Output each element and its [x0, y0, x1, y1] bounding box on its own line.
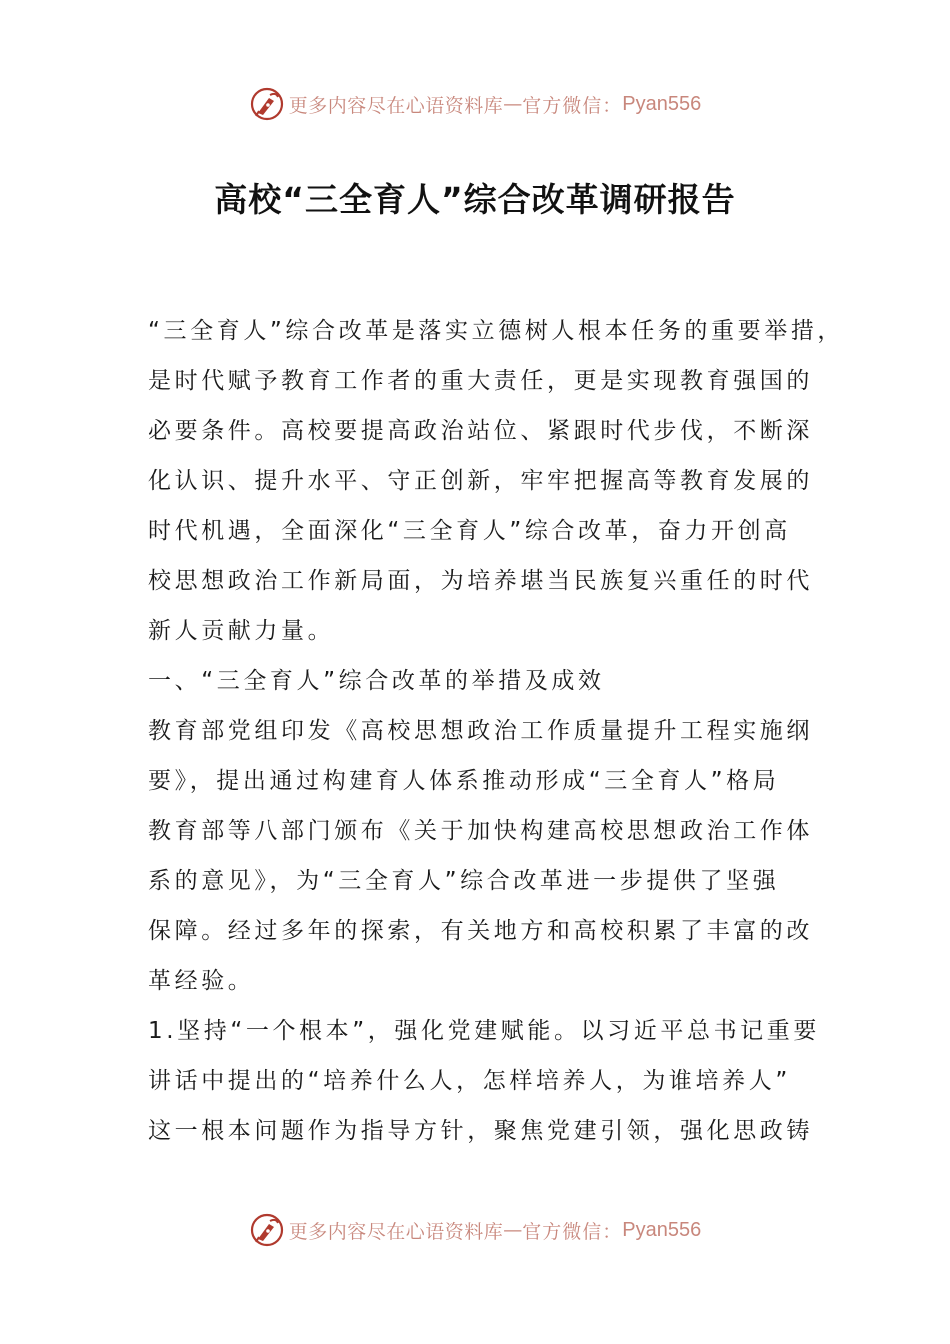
- pen-nib-logo-icon: [249, 86, 285, 122]
- header-banner: [0, 84, 950, 124]
- paragraph-line: 这一根本问题作为指导方针，聚焦党建引领，强化思政铸: [148, 1118, 813, 1144]
- paragraph-line: 讲话中提出的“培养什么人，怎样培养人，为谁培养人”: [148, 1068, 791, 1094]
- paragraph-line: 时代机遇，全面深化“三全育人”综合改革，奋力开创高: [148, 518, 791, 544]
- banner-wechat-id: Pyan556: [622, 1218, 702, 1241]
- banner-text: 更多内容尽在心语资料库: [288, 1220, 504, 1243]
- banner-text: 更多内容尽在心语资料库: [288, 94, 504, 117]
- paragraph-line: 保障。经过多年的探索，有关地方和高校积累了丰富的改: [148, 918, 813, 944]
- pen-nib-logo-icon: [249, 1212, 285, 1248]
- section-heading: 一、“三全育人”综合改革的举措及成效: [148, 668, 605, 694]
- paragraph-line: 教育部党组印发《高校思想政治工作质量提升工程实施纲: [148, 718, 813, 744]
- banner-dash: —: [503, 1219, 523, 1241]
- paragraph-line: 系的意见》，为“三全育人”综合改革进一步提供了坚强: [148, 868, 780, 894]
- footer-banner: [0, 1210, 950, 1250]
- paragraph-line: 化认识、提升水平、守正创新，牢牢把握高等教育发展的: [148, 468, 813, 494]
- banner-dash: —: [503, 93, 523, 115]
- paragraph-line: 校思想政治工作新局面，为培养堪当民族复兴重任的时代: [148, 568, 813, 594]
- paragraph-line: 教育部等八部门颁布《关于加快构建高校思想政治工作体: [148, 818, 813, 844]
- paragraph-line: 新人贡献力量。: [148, 618, 335, 644]
- banner-wechat-id: Pyan556: [622, 92, 702, 115]
- paragraph-line: 要》，提出通过构建育人体系推动形成“三全育人”格局: [148, 768, 780, 794]
- paragraph-line: 1.坚持“一个根本”，强化党建赋能。以习近平总书记重要: [148, 1018, 820, 1044]
- paragraph-line: 必要条件。高校要提高政治站位、紧跟时代步伐，不断深: [148, 418, 813, 444]
- document-body: [148, 306, 845, 1156]
- banner-wechat-label: 官方微信：: [522, 1220, 623, 1243]
- paragraph-line: 是时代赋予教育工作者的重大责任，更是实现教育强国的: [148, 368, 813, 394]
- banner-wechat-label: 官方微信：: [522, 94, 623, 117]
- paragraph-line: 革经验。: [148, 968, 255, 994]
- document-title: 高校“三全育人”综合改革调研报告: [214, 180, 736, 219]
- paragraph-line: “三全育人”综合改革是落实立德树人根本任务的重要举措，: [148, 318, 845, 344]
